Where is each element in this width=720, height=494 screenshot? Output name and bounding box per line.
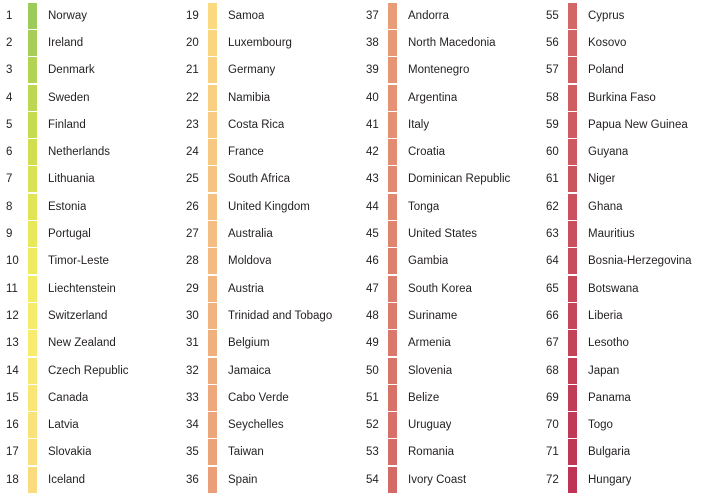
country-label: Switzerland (48, 309, 108, 322)
color-swatch (568, 248, 577, 274)
color-swatch (208, 57, 217, 83)
table-row (360, 302, 536, 329)
country-label: Costa Rica (228, 118, 285, 131)
country-label: Dominican Republic (408, 173, 511, 186)
rank-number: 39 (366, 64, 379, 77)
country-label: Ivory Coast (408, 473, 467, 486)
table-row (180, 166, 356, 193)
rank-number: 54 (366, 473, 379, 486)
country-label: Germany (228, 64, 276, 77)
rank-number: 9 (6, 228, 13, 241)
color-swatch (568, 385, 577, 411)
table-row (0, 29, 176, 56)
color-swatch (208, 3, 217, 29)
color-swatch (28, 412, 37, 438)
color-swatch (28, 139, 37, 165)
country-label: Liberia (588, 309, 623, 322)
rank-number: 52 (366, 419, 379, 432)
rank-number: 45 (366, 228, 379, 241)
rank-number: 24 (186, 146, 199, 159)
table-row (540, 29, 716, 56)
rank-number: 50 (366, 364, 379, 377)
table-row (180, 330, 356, 357)
color-swatch (388, 467, 397, 493)
country-label: Togo (588, 419, 613, 432)
color-swatch (388, 412, 397, 438)
rank-number: 26 (186, 200, 199, 213)
country-label: Sweden (48, 91, 90, 104)
country-label: Croatia (408, 146, 446, 159)
color-swatch (568, 112, 577, 138)
color-swatch (388, 385, 397, 411)
rank-number: 56 (546, 36, 559, 49)
table-row (540, 302, 716, 329)
color-swatch (208, 221, 217, 247)
color-swatch (568, 221, 577, 247)
table-row (180, 57, 356, 84)
country-label: Czech Republic (48, 364, 129, 377)
color-swatch (388, 3, 397, 29)
rank-number: 71 (546, 446, 559, 459)
color-swatch (388, 166, 397, 192)
country-label: Jamaica (228, 364, 271, 377)
color-swatch (388, 194, 397, 220)
country-label: Lithuania (48, 173, 95, 186)
table-row (0, 466, 176, 493)
country-label: Ghana (588, 200, 623, 213)
country-label: New Zealand (48, 337, 116, 350)
country-label: Poland (588, 64, 624, 77)
color-swatch (568, 30, 577, 56)
country-label: United States (408, 228, 478, 241)
color-swatch (568, 303, 577, 329)
table-row (0, 220, 176, 247)
country-label: Belgium (228, 337, 270, 350)
rank-number: 22 (186, 91, 199, 104)
color-swatch (208, 248, 217, 274)
table-row (360, 275, 536, 302)
ranking-column (0, 2, 180, 494)
rank-number: 7 (6, 173, 13, 186)
color-swatch (568, 467, 577, 493)
country-label: Iceland (48, 473, 86, 486)
table-row (360, 138, 536, 165)
table-row (0, 138, 176, 165)
color-swatch (28, 30, 37, 56)
table-row (360, 411, 536, 438)
country-label: Namibia (228, 91, 271, 104)
color-swatch (208, 139, 217, 165)
color-swatch (568, 439, 577, 465)
country-label: Austria (228, 282, 264, 295)
table-row (180, 84, 356, 111)
rank-number: 12 (6, 309, 19, 322)
country-label: Romania (408, 446, 455, 459)
table-row (360, 166, 536, 193)
color-swatch (208, 85, 217, 111)
country-label: Montenegro (408, 64, 470, 77)
rank-number: 57 (546, 64, 559, 77)
color-swatch (208, 467, 217, 493)
table-row (360, 29, 536, 56)
table-row (180, 302, 356, 329)
rank-number: 47 (366, 282, 379, 295)
country-label: Bulgaria (588, 446, 631, 459)
rank-number: 66 (546, 309, 559, 322)
rank-number: 16 (6, 419, 19, 432)
color-swatch (388, 57, 397, 83)
country-label: Italy (408, 118, 430, 131)
rank-number: 35 (186, 446, 199, 459)
country-label: Niger (588, 173, 616, 186)
table-row (540, 411, 716, 438)
rank-number: 8 (6, 200, 13, 213)
rank-number: 36 (186, 473, 199, 486)
color-swatch (28, 276, 37, 302)
table-row (360, 357, 536, 384)
rank-number: 51 (366, 391, 379, 404)
table-row (540, 57, 716, 84)
color-swatch (28, 439, 37, 465)
table-row (0, 330, 176, 357)
color-swatch (568, 139, 577, 165)
rank-number: 11 (6, 282, 18, 295)
table-row (540, 2, 716, 29)
table-row (360, 220, 536, 247)
color-swatch (568, 276, 577, 302)
rank-number: 33 (186, 391, 199, 404)
rank-number: 42 (366, 146, 379, 159)
rank-number: 1 (6, 9, 13, 22)
rank-number: 20 (186, 36, 199, 49)
color-swatch (568, 85, 577, 111)
color-swatch (208, 385, 217, 411)
country-label: Trinidad and Tobago (228, 309, 333, 322)
table-row (360, 466, 536, 493)
country-label: Liechtenstein (48, 282, 116, 295)
country-label: South Africa (228, 173, 291, 186)
rank-number: 3 (6, 64, 13, 77)
country-label: Estonia (48, 200, 87, 213)
table-row (540, 466, 716, 493)
rank-number: 31 (186, 337, 199, 350)
country-label: Guyana (588, 146, 629, 159)
color-swatch (208, 166, 217, 192)
table-row (0, 384, 176, 411)
rank-number: 48 (366, 309, 379, 322)
color-swatch (388, 276, 397, 302)
country-label: Hungary (588, 473, 632, 486)
color-swatch (388, 358, 397, 384)
country-label: Suriname (408, 309, 458, 322)
table-row (180, 138, 356, 165)
table-row (180, 411, 356, 438)
rank-number: 60 (546, 146, 559, 159)
rank-number: 29 (186, 282, 199, 295)
table-row (540, 330, 716, 357)
rank-number: 61 (546, 173, 559, 186)
country-label: Finland (48, 118, 86, 131)
table-row (540, 193, 716, 220)
color-swatch (208, 30, 217, 56)
country-label: Cabo Verde (228, 391, 289, 404)
country-label: Japan (588, 364, 620, 377)
color-swatch (28, 221, 37, 247)
table-row (540, 84, 716, 111)
rank-number: 23 (186, 118, 199, 131)
table-row (180, 466, 356, 493)
color-swatch (28, 194, 37, 220)
table-row (0, 84, 176, 111)
country-label: Australia (228, 228, 273, 241)
table-row (0, 166, 176, 193)
country-label: Uruguay (408, 419, 452, 432)
rank-number: 68 (546, 364, 559, 377)
rank-number: 2 (6, 36, 13, 49)
color-swatch (28, 303, 37, 329)
country-label: United Kingdom (228, 200, 310, 213)
rank-number: 13 (6, 337, 19, 350)
ranking-column (180, 2, 360, 494)
rank-number: 27 (186, 228, 199, 241)
rank-number: 28 (186, 255, 199, 268)
table-row (180, 2, 356, 29)
table-row (540, 166, 716, 193)
color-swatch (28, 385, 37, 411)
country-label: Norway (48, 9, 87, 22)
country-label: Ireland (48, 36, 84, 49)
table-row (360, 248, 536, 275)
color-swatch (28, 467, 37, 493)
rank-number: 65 (546, 282, 559, 295)
table-row (180, 111, 356, 138)
rank-number: 6 (6, 146, 13, 159)
table-row (540, 275, 716, 302)
color-swatch (208, 358, 217, 384)
color-swatch (388, 221, 397, 247)
rank-number: 69 (546, 391, 559, 404)
rank-number: 72 (546, 473, 559, 486)
table-row (180, 439, 356, 466)
color-swatch (388, 30, 397, 56)
country-label: Mauritius (588, 228, 635, 241)
rank-number: 46 (366, 255, 379, 268)
table-row (0, 57, 176, 84)
table-row (540, 439, 716, 466)
color-swatch (388, 330, 397, 356)
country-label: Moldova (228, 255, 272, 268)
table-row (360, 193, 536, 220)
country-label: Taiwan (228, 446, 264, 459)
color-swatch (208, 303, 217, 329)
table-row (540, 357, 716, 384)
rank-number: 37 (366, 9, 379, 22)
rank-number: 18 (6, 473, 19, 486)
table-row (0, 2, 176, 29)
table-row (0, 275, 176, 302)
rank-number: 53 (366, 446, 379, 459)
country-label: Slovakia (48, 446, 92, 459)
table-row (540, 138, 716, 165)
country-label: Panama (588, 391, 631, 404)
color-swatch (28, 112, 37, 138)
country-label: Portugal (48, 228, 91, 241)
country-label: Cyprus (588, 9, 625, 22)
country-label: South Korea (408, 282, 472, 295)
country-label: Gambia (408, 255, 449, 268)
country-label: Seychelles (228, 419, 284, 432)
country-label: Slovenia (408, 364, 453, 377)
rank-number: 32 (186, 364, 199, 377)
table-row (360, 111, 536, 138)
country-label: Netherlands (48, 146, 111, 159)
country-label: Luxembourg (228, 36, 292, 49)
color-swatch (28, 358, 37, 384)
country-label: Latvia (48, 419, 79, 432)
color-swatch (28, 85, 37, 111)
color-swatch (28, 248, 37, 274)
table-row (180, 248, 356, 275)
country-label: Timor-Leste (48, 255, 109, 268)
country-label: Argentina (408, 91, 458, 104)
table-row (540, 384, 716, 411)
ranking-column (540, 2, 720, 494)
country-label: Tonga (408, 200, 440, 213)
table-row (360, 439, 536, 466)
table-row (0, 193, 176, 220)
rank-number: 44 (366, 200, 379, 213)
color-swatch (568, 166, 577, 192)
color-swatch (28, 166, 37, 192)
table-row (180, 29, 356, 56)
rank-number: 25 (186, 173, 199, 186)
color-swatch (28, 57, 37, 83)
table-row (0, 302, 176, 329)
color-swatch (208, 330, 217, 356)
rank-number: 67 (546, 337, 559, 350)
country-label: Bosnia-Herzegovina (588, 255, 692, 268)
country-label: France (228, 146, 264, 159)
rank-number: 58 (546, 91, 559, 104)
rank-number: 41 (366, 118, 379, 131)
color-swatch (208, 112, 217, 138)
table-row (180, 275, 356, 302)
table-row (360, 57, 536, 84)
country-label: Spain (228, 473, 258, 486)
table-row (0, 411, 176, 438)
color-swatch (28, 3, 37, 29)
rank-number: 40 (366, 91, 379, 104)
country-label: Andorra (408, 9, 449, 22)
color-swatch (388, 439, 397, 465)
color-swatch (388, 248, 397, 274)
rank-number: 4 (6, 91, 13, 104)
color-swatch (208, 412, 217, 438)
rank-number: 10 (6, 255, 19, 268)
rank-number: 63 (546, 228, 559, 241)
color-swatch (568, 57, 577, 83)
country-label: Canada (48, 391, 89, 404)
table-row (360, 384, 536, 411)
rank-number: 49 (366, 337, 379, 350)
rank-number: 21 (186, 64, 199, 77)
color-swatch (568, 330, 577, 356)
rank-number: 15 (6, 391, 19, 404)
country-label: Botswana (588, 282, 639, 295)
color-swatch (388, 112, 397, 138)
rank-number: 70 (546, 419, 559, 432)
table-row (180, 357, 356, 384)
rank-number: 38 (366, 36, 379, 49)
country-label: Samoa (228, 9, 265, 22)
table-row (540, 111, 716, 138)
rank-number: 17 (6, 446, 19, 459)
rank-number: 34 (186, 419, 199, 432)
color-swatch (568, 194, 577, 220)
country-label: Kosovo (588, 36, 627, 49)
table-row (360, 84, 536, 111)
rank-number: 30 (186, 309, 199, 322)
color-swatch (28, 330, 37, 356)
country-label: Denmark (48, 64, 95, 77)
table-row (180, 384, 356, 411)
country-label: Lesotho (588, 337, 629, 350)
country-label: Belize (408, 391, 440, 404)
color-swatch (568, 3, 577, 29)
country-label: Papua New Guinea (588, 118, 688, 131)
rank-number: 43 (366, 173, 379, 186)
table-row (0, 248, 176, 275)
color-swatch (568, 358, 577, 384)
color-swatch (208, 439, 217, 465)
country-label: Armenia (408, 337, 451, 350)
color-swatch (208, 194, 217, 220)
rank-number: 59 (546, 118, 559, 131)
table-row (360, 330, 536, 357)
color-swatch (388, 139, 397, 165)
table-row (0, 357, 176, 384)
ranking-column (360, 2, 540, 494)
color-swatch (568, 412, 577, 438)
country-label: North Macedonia (408, 36, 496, 49)
color-swatch (388, 303, 397, 329)
rank-number: 55 (546, 9, 559, 22)
table-row (180, 193, 356, 220)
rank-number: 5 (6, 118, 13, 131)
table-row (180, 220, 356, 247)
country-label: Burkina Faso (588, 91, 656, 104)
rank-number: 64 (546, 255, 559, 268)
color-swatch (208, 276, 217, 302)
table-row (0, 439, 176, 466)
rank-number: 14 (6, 364, 19, 377)
table-row (540, 248, 716, 275)
color-swatch (388, 85, 397, 111)
table-row (0, 111, 176, 138)
table-row (360, 2, 536, 29)
rank-number: 19 (186, 9, 199, 22)
table-row (540, 220, 716, 247)
rank-number: 62 (546, 200, 559, 213)
